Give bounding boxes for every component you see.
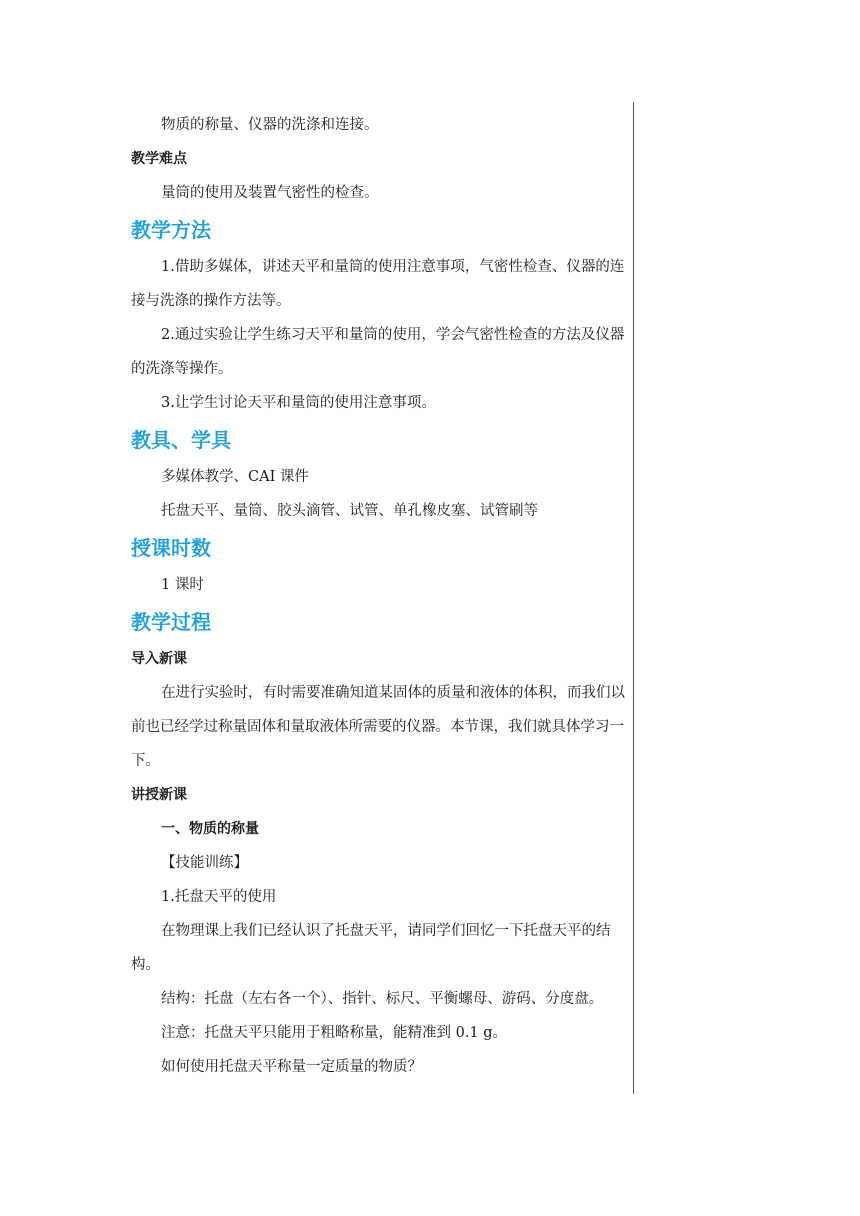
paragraph-1: 在物理课上我们已经认识了托盘天平，请同学们回忆一下托盘天平的结构。	[131, 923, 611, 973]
tools-text-2: 托盘天平、量筒、胶头滴管、试管、单孔橡皮塞、试管刷等	[161, 503, 538, 519]
method-heading: 教学方法	[131, 218, 211, 242]
difficulty-text: 量筒的使用及装置气密性的检查。	[161, 185, 379, 201]
hours-text: 1 课时	[161, 577, 204, 593]
item-1-title: 1.托盘天平的使用	[161, 889, 277, 905]
skill-training-label: 【技能训练】	[161, 855, 248, 871]
method-item-2: 2.通过实验让学生练习天平和量筒的使用，学会气密性检查的方法及仪器的洗涤等操作。	[131, 327, 625, 377]
method-item-1: 1.借助多媒体，讲述天平和量筒的使用注意事项，气密性检查、仪器的连接与洗涤的操作方法等。	[131, 259, 625, 309]
intro-text: 在进行实验时，有时需要准确知道某固体的质量和液体的体积，而我们以前也已经学过称量固体和量取液体所需要的仪器。本节课，我们就具体学习一下。	[131, 685, 625, 769]
tools-heading: 教具、学具	[131, 428, 231, 452]
new-lesson-subheading: 讲授新课	[131, 787, 187, 803]
lesson-plan-content	[131, 108, 631, 1084]
right-margin-rule	[633, 102, 634, 1094]
paragraph-structure: 结构：托盘（左右各一个）、指针、标尺、平衡螺母、游码、分度盘。	[161, 991, 604, 1007]
difficulty-subheading: 教学难点	[131, 151, 187, 167]
hours-heading: 授课时数	[131, 536, 211, 560]
paragraph-note: 注意：托盘天平只能用于粗略称量，能精准到 0.1 g。	[161, 1025, 508, 1041]
intro-subheading: 导入新课	[131, 651, 187, 667]
key-point-text: 物质的称量、仪器的洗涤和连接。	[161, 117, 379, 133]
section-1-title: 一、物质的称量	[161, 821, 259, 837]
tools-text-1: 多媒体教学、CAI 课件	[161, 469, 309, 485]
method-item-3: 3.让学生讨论天平和量筒的使用注意事项。	[161, 395, 436, 411]
paragraph-question: 如何使用托盘天平称量一定质量的物质？	[161, 1059, 422, 1075]
process-heading: 教学过程	[131, 610, 211, 634]
